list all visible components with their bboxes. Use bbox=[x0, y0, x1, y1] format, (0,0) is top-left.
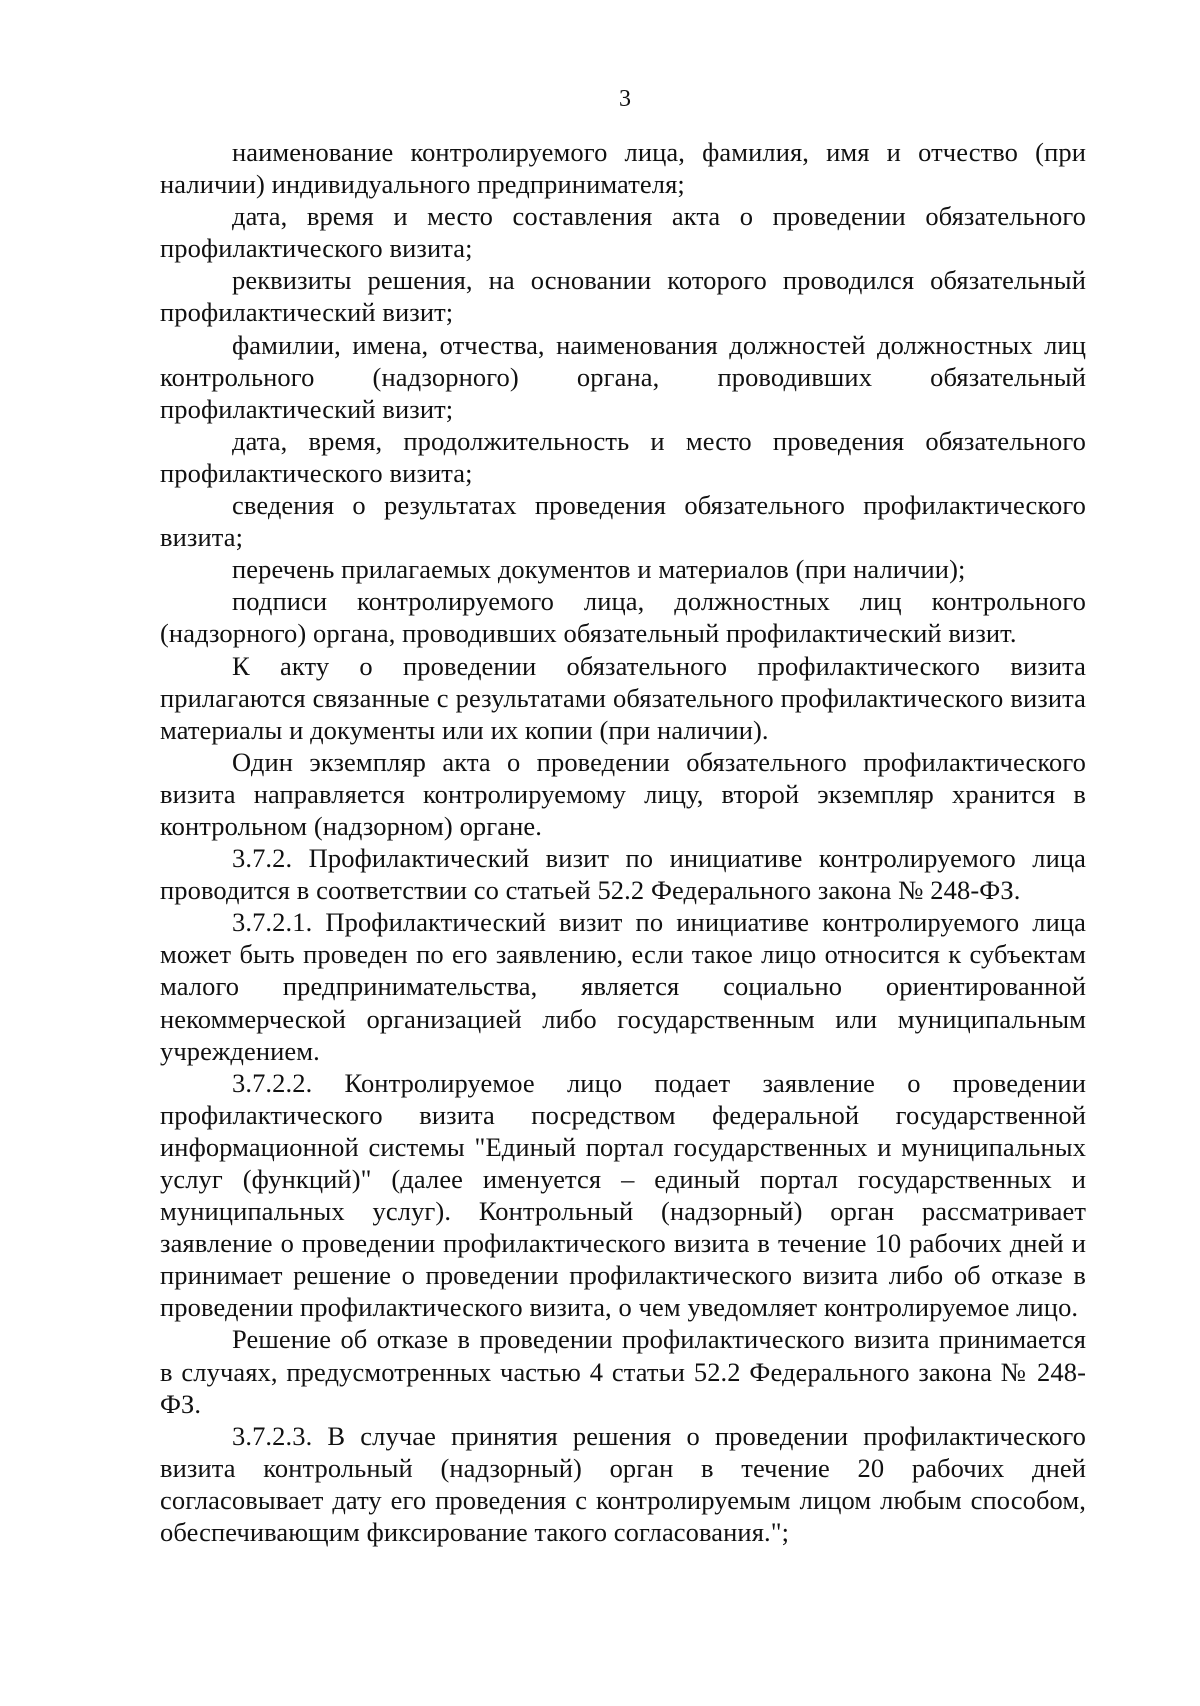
paragraph-1: наименование контролируемого лица, фамилия, имя и отчество (при наличии) индивидуального предпринимателя; bbox=[160, 137, 1086, 200]
paragraph-5: дата, время, продолжительность и место проведения обязательного профилактического визита; bbox=[160, 425, 1086, 488]
paragraph-12: 3.7.2.1. Профилактический визит по инициативе контролируемого лица может быть проведен по его заявлению, если такое лицо относится к субъектам малого предпринимательства, является социально ориентированной некоммерческой организацией либо государственным или муниципальным учреждением. bbox=[160, 907, 1086, 1066]
paragraph-8: подписи контролируемого лица, должностных лиц контрольного (надзорного) органа, проводивших обязательный профилактический визит. bbox=[160, 586, 1086, 649]
page-number: 3 bbox=[619, 86, 631, 112]
paragraph-14: Решение об отказе в проведении профилактического визита принимается в случаях, предусмотренных частью 4 статьи 52.2 Федерального закона № 248-ФЗ. bbox=[160, 1324, 1086, 1419]
paragraph-7: перечень прилагаемых документов и материалов (при наличии); bbox=[232, 554, 966, 585]
paragraph-11: 3.7.2. Профилактический визит по инициативе контролируемого лица проводится в соответствии со статьей 52.2 Федерального закона № 248-ФЗ. bbox=[160, 843, 1086, 906]
paragraph-4: фамилии, имена, отчества, наименования должностей должностных лиц контрольного (надзорного) органа, проводивших обязательный профилактический визит; bbox=[160, 329, 1086, 424]
paragraph-9: К акту о проведении обязательного профилактического визита прилагаются связанные с результатами обязательного профилактического визита материалы и документы или их копии (при наличии). bbox=[160, 650, 1086, 745]
paragraph-2: дата, время и место составления акта о проведении обязательного профилактического визита; bbox=[160, 201, 1086, 264]
paragraph-3: реквизиты решения, на основании которого проводился обязательный профилактический визит; bbox=[160, 265, 1086, 328]
paragraph-10: Один экземпляр акта о проведении обязательного профилактического визита направляется контролируемому лицу, второй экземпляр хранится в контрольном (надзорном) органе. bbox=[160, 746, 1086, 841]
paragraph-15: 3.7.2.3. В случае принятия решения о проведении профилактического визита контрольный (надзорный) орган в течение 20 рабочих дней согласовывает дату его проведения с контролируемым лицом любым способом, обеспечивающим фиксирование такого согласования."; bbox=[160, 1420, 1086, 1548]
document-body bbox=[160, 136, 1086, 1548]
paragraph-6: сведения о результатах проведения обязательного профилактического визита; bbox=[160, 490, 1086, 553]
paragraph-13: 3.7.2.2. Контролируемое лицо подает заявление о проведении профилактического визита посредством федеральной государственной информационной системы "Единый портал государственных и муниципальных услуг (функций)" (далее именуется – единый портал государственных и муниципальных услуг). Контрольный (надзорный) орган рассматривает заявление о проведении профилактического визита в течение 10 рабочих дней и принимает решение о проведении профилактического визита либо об отказе в проведении профилактического визита, о чем уведомляет контролируемое лицо. bbox=[160, 1067, 1086, 1323]
